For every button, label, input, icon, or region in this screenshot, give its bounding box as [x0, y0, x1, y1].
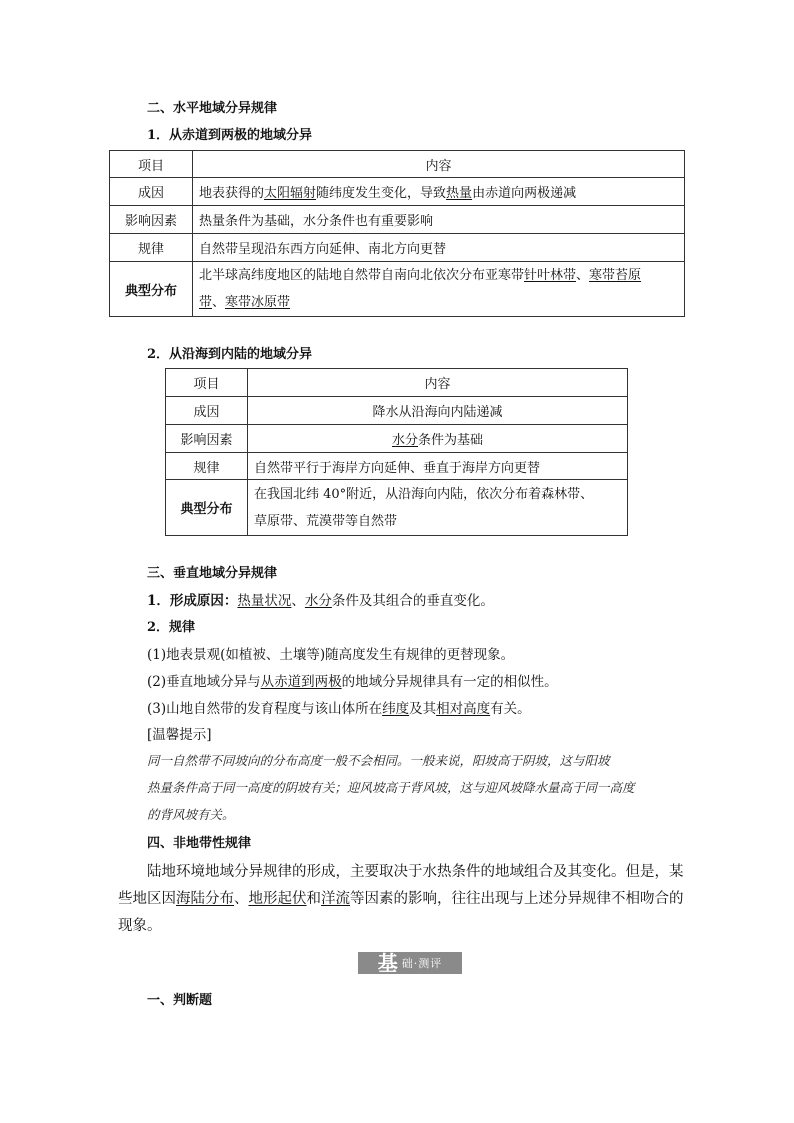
row-content: 水分条件为基础 [248, 425, 628, 453]
azonal-paragraph-line: 现象。 [118, 918, 162, 934]
header-content: 内容 [248, 369, 628, 397]
table-row [166, 480, 628, 536]
subsection-coast-inland: 2．从沿海到内陆的地域分异 [147, 347, 313, 362]
table-header-row [166, 369, 628, 397]
azonal-paragraph-line: 些地区因海陆分布、地形起伏和洋流等因素的影响，往往出现与上述分异规律不相吻合的 [118, 891, 684, 907]
table-row [166, 397, 628, 425]
tip-line: 同一自然带不同坡向的分布高度一般不会相同。一般来说，阳坡高于阴坡，这与阳坡 [147, 753, 610, 768]
table-coast-inland [165, 368, 628, 536]
row-content: 热量条件为基础，水分条件也有重要影响 [193, 206, 685, 234]
table-row [110, 206, 685, 234]
banner-big-char: 基 [377, 951, 398, 975]
table-row [110, 234, 685, 262]
basic-assessment-banner [358, 952, 462, 974]
subsection-equator-poles: 1．从赤道到两极的地域分异 [147, 128, 313, 143]
row-label: 典型分布 [166, 480, 248, 536]
header-item: 项目 [166, 369, 248, 397]
banner-small-text: 础·测评 [401, 957, 443, 970]
row-content: 降水从沿海向内陆递减 [248, 397, 628, 425]
formation-cause: 1．形成原因：热量状况、水分条件及其组合的垂直变化。 [147, 593, 494, 609]
header-item: 项目 [110, 151, 193, 178]
row-label: 影响因素 [166, 425, 248, 453]
row-label: 规律 [110, 234, 193, 262]
table-row [110, 178, 685, 206]
row-content: 北半球高纬度地区的陆地自然带自南向北依次分布亚寒带针叶林带、寒带苔原 带、寒带冰原带 [193, 262, 685, 317]
row-label: 典型分布 [110, 262, 193, 317]
row-label: 成因 [110, 178, 193, 206]
row-label: 成因 [166, 397, 248, 425]
row-content: 自然带平行于海岸方向延伸、垂直于海岸方向更替 [248, 453, 628, 480]
section-title-judge: 一、判断题 [147, 993, 213, 1008]
row-content: 地表获得的太阳辐射随纬度发生变化，导致热量由赤道向两极递减 [193, 178, 685, 206]
tip-line: 的背风坡有关。 [147, 807, 235, 822]
law-item-2: (2)垂直地域分异与从赤道到两极的地域分异规律具有一定的相似性。 [147, 674, 558, 690]
row-content: 自然带呈现沿东西方向延伸、南北方向更替 [193, 234, 685, 262]
row-label: 影响因素 [110, 206, 193, 234]
azonal-paragraph-line: 陆地环境地域分异规律的形成，主要取决于水热条件的地域组合及其变化。但是，某 [147, 864, 684, 880]
table-row [166, 425, 628, 453]
row-label: 规律 [166, 453, 248, 480]
row-content: 在我国北纬 40°附近，从沿海向内陆，依次分布着森林带、 草原带、荒漠带等自然带 [248, 480, 628, 536]
header-content: 内容 [193, 151, 685, 178]
tip-label: [温馨提示] [147, 727, 212, 743]
law-item-1: (1)地表景观(如植被、土壤等)随高度发生有规律的更替现象。 [147, 647, 515, 663]
table-row [166, 453, 628, 480]
tip-line: 热量条件高于同一高度的阴坡有关；迎风坡高于背风坡，这与迎风坡降水量高于同一高度 [147, 780, 635, 795]
law-heading: 2．规律 [147, 620, 196, 635]
section-title-horizontal: 二、水平地域分异规律 [147, 101, 278, 116]
table-row [110, 262, 685, 317]
table-header-row [110, 151, 685, 178]
section-title-vertical: 三、垂直地域分异规律 [147, 566, 278, 581]
section-title-azonal: 四、非地带性规律 [147, 836, 252, 851]
table-equator-poles [109, 150, 685, 317]
law-item-3: (3)山地自然带的发育程度与该山体所在纬度及其相对高度有关。 [147, 701, 531, 717]
